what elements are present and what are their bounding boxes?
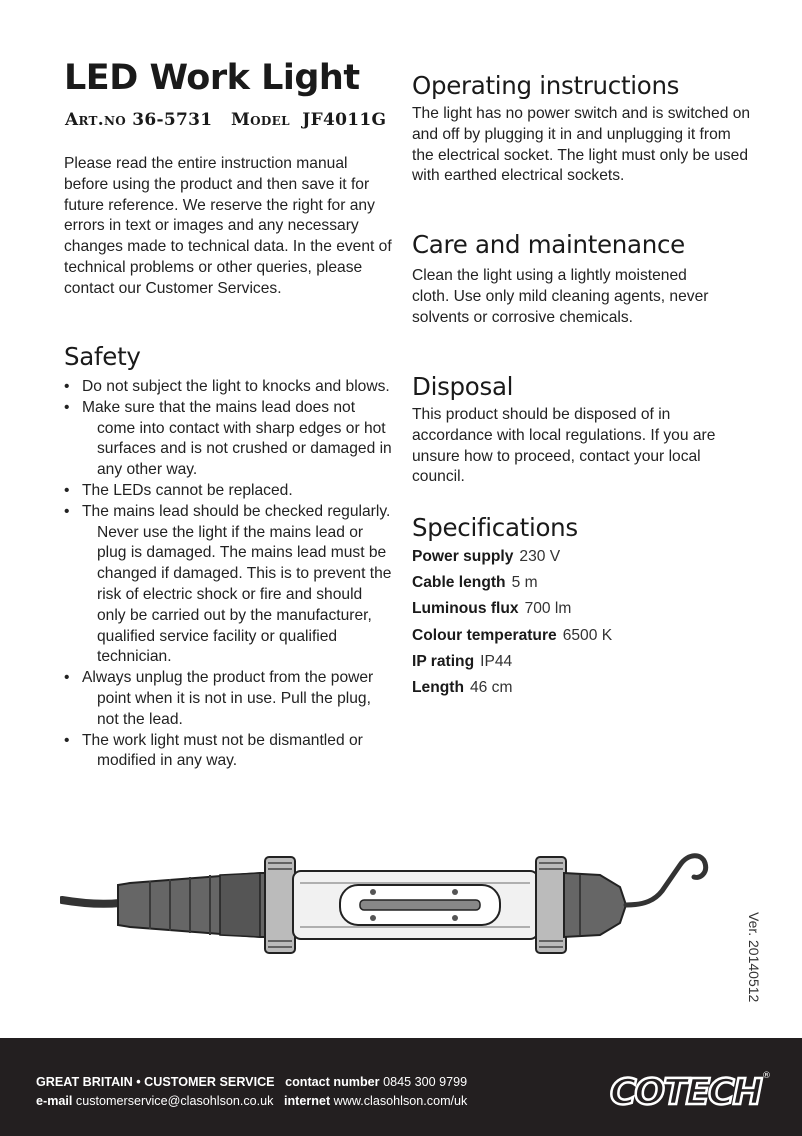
safety-heading: Safety bbox=[64, 342, 141, 371]
internet-label: internet bbox=[283, 1094, 331, 1108]
art-label: Art.no bbox=[65, 110, 127, 130]
contact-label: contact number bbox=[285, 1075, 380, 1089]
spec-row: Luminous flux 700 lm bbox=[412, 600, 572, 618]
footer-line-2 bbox=[36, 1094, 467, 1108]
safety-item: • Do not subject the light to knocks and blows. bbox=[64, 378, 390, 395]
spec-row: IP rating IP44 bbox=[412, 652, 513, 670]
safety-list bbox=[64, 377, 394, 772]
footer-region: GREAT BRITAIN • CUSTOMER SERVICE bbox=[36, 1075, 275, 1089]
care-heading: Care and maintenance bbox=[412, 230, 685, 259]
safety-item: • The mains lead should be checked regularly. Never use the light if the mains lead or plug is damaged. The mains lead must be changed if damaged. This is to prevent the risk of electric shock or fire and should only be carried out by the manufacturer, qualified service facility or qualified technician. bbox=[64, 502, 392, 666]
safety-item: • The LEDs cannot be replaced. bbox=[64, 481, 293, 499]
registered-mark: ® bbox=[762, 1071, 771, 1081]
operating-text: The light has no power switch and is switched on and off by plugging it in and unplugging it from the electrical socket. The light must only be used with earthed electrical sockets. bbox=[412, 105, 751, 185]
contact-number: 0845 300 9799 bbox=[383, 1075, 468, 1089]
model-label: Model bbox=[231, 110, 290, 130]
operating-heading: Operating instructions bbox=[412, 71, 680, 100]
email-link[interactable]: customerservice@clasohlson.co.uk bbox=[75, 1094, 274, 1108]
safety-item: • The work light must not be dismantled or modified in any way. bbox=[64, 731, 363, 770]
website-link[interactable]: www.clasohlson.com/uk bbox=[333, 1094, 468, 1108]
specifications-table bbox=[412, 547, 612, 704]
art-number: 36-5731 bbox=[132, 110, 213, 130]
email-label: e-mail bbox=[36, 1094, 73, 1108]
care-text: Clean the light using a lightly moistened cloth. Use only mild cleaning agents, never solvents or corrosive chemicals. bbox=[412, 267, 709, 326]
spec-row: Cable length 5 m bbox=[412, 574, 538, 592]
specifications-heading: Specifications bbox=[412, 513, 578, 542]
work-light-illustration bbox=[60, 845, 720, 965]
disposal-text: This product should be disposed of in accordance with local regulations. If you are unsure how to proceed, contact your local council. bbox=[412, 406, 716, 486]
page-title: LED Work Light bbox=[64, 58, 360, 98]
safety-item: • Always unplug the product from the power point when it is not in use. Pull the plug, not the lead. bbox=[64, 669, 374, 728]
disposal-heading: Disposal bbox=[412, 372, 514, 401]
spec-row: Length 46 cm bbox=[412, 678, 513, 696]
model-number: JF4011G bbox=[302, 110, 387, 130]
safety-item: • Make sure that the mains lead does not come into contact with sharp edges or hot surfaces and is not crushed or damaged in any other way. bbox=[64, 398, 392, 479]
brand-text: COTECH bbox=[610, 1072, 761, 1113]
footer-line-1 bbox=[36, 1075, 467, 1089]
footer bbox=[0, 1038, 802, 1136]
spec-row: Colour temperature 6500 K bbox=[412, 626, 613, 644]
article-model-line bbox=[65, 110, 386, 130]
intro-paragraph: Please read the entire instruction manual before using the product and then save it for future reference. We reserve the right for any errors in text or images and any necessary changes made to technical data. In the event of technical problems or other queries, please contact our Customer Services. bbox=[64, 155, 392, 297]
spec-row: Power supply 230 V bbox=[412, 548, 561, 565]
version-label: Ver. 20140512 bbox=[746, 912, 762, 1003]
cotech-logo bbox=[606, 1064, 776, 1114]
